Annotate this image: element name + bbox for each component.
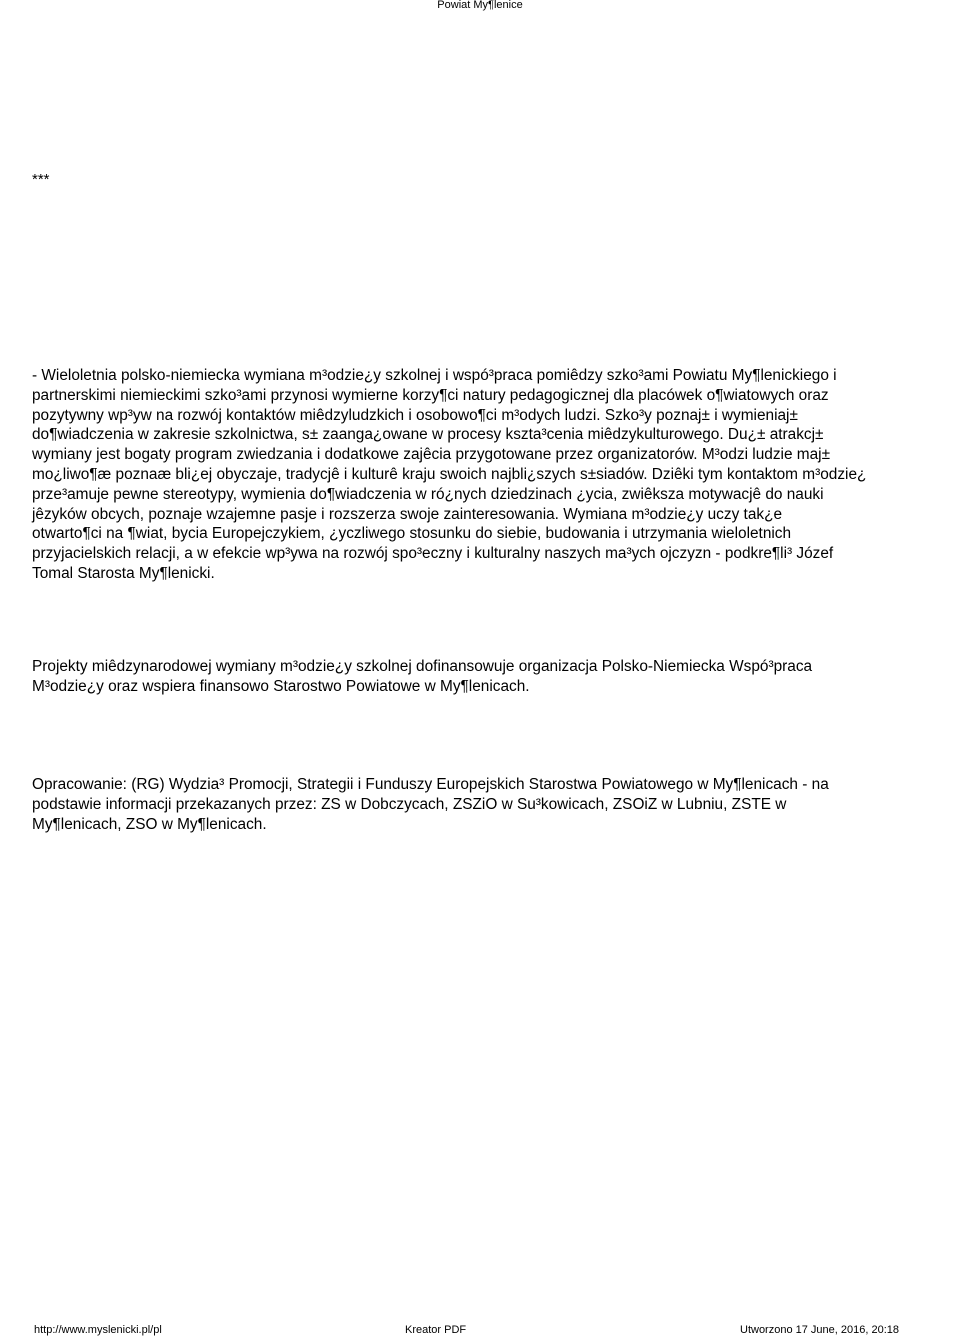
page-header-title: Powiat My¶lenice	[437, 0, 523, 11]
article-paragraph-2	[32, 657, 922, 697]
paragraph-2-text: Projekty miêdzynarodowej wymiany m³odzie¿y szkolnej dofinansowuje organizacja Polsko-Niemiecka Wspó³praca M³odzie¿y oraz wspiera finansowo Starostwo Powiatowe w My¶lenicach.	[32, 658, 813, 695]
paragraph-1-text: - Wieloletnia polsko-niemiecka wymiana m³odzie¿y szkolnej i wspó³praca pomiêdzy szko³ami Powiatu My¶lenickiego i partnerskimi niemieckimi szko³ami przynosi wymierne korzy¶ci natury pedagogicznej dla placówek o¶wiatowych oraz pozytywny wp³yw na rozwój kontaktów miêdzyludzkich i osobowo¶ci m³odych ludzi. Szko³y poznaj± i wymieniaj± do¶wiadczenia w zakresie szkolnictwa, s± zaanga¿owane w procesy kszta³cenia miêdzykulturowego. Du¿± atrakcj± wymiany jest bogaty program zwiedzania i dodatkowe zajêcia przygotowane przez organizatorów. M³odzi ludzie maj± mo¿liwo¶æ poznaæ bli¿ej obyczaje, tradycjê i kulturê kraju swoich najbli¿szych s±siadów. Dziêki tym kontaktom m³odzie¿ prze³amuje pewne stereotypy, wymienia do¶wiadczenia w ró¿nych dziedzinach ¿ycia, zwiêksza motywacjê do nauki jêzyków obcych, poznaje wzajemne pasje i rozszerza swoje zainteresowania. Wymiana m³odzie¿y uczy tak¿e otwarto¶ci na ¶wiat, bycia Europejczykiem, ¿yczliwego stosunku do siebie, budowania i utrzymania wieloletnich przyjacielskich relacji, a w efekcie wp³ywa na rozwój spo³eczny i kulturalny naszych ma³ych ojczyzn - podkre¶li³ Józef Tomal Starosta My¶lenicki.	[32, 367, 867, 582]
article-paragraph-1	[32, 366, 922, 584]
footer-generator: Kreator PDF	[405, 1324, 467, 1336]
paragraph-3-text: Opracowanie: (RG) Wydzia³ Promocji, Strategii i Funduszy Europejskich Starostwa Powiatowego w My¶lenicach - na podstawie informacji przekazanych przez: ZS w Dobczycach, ZSZiO w Su³kowicach, ZSOiZ w Lubniu, ZSTE w My¶lenicach, ZSO w My¶lenicach.	[32, 776, 829, 833]
page-footer	[0, 1325, 960, 1338]
footer-created-date: Utworzono 17 June, 2016, 20:18	[740, 1324, 900, 1336]
page-header	[0, 0, 960, 11]
footer-url-link[interactable]: http://www.myslenicki.pl/pl	[34, 1324, 162, 1336]
article-paragraph-3	[32, 775, 922, 834]
stars-text: ***	[32, 171, 50, 188]
separator-stars	[32, 170, 922, 190]
